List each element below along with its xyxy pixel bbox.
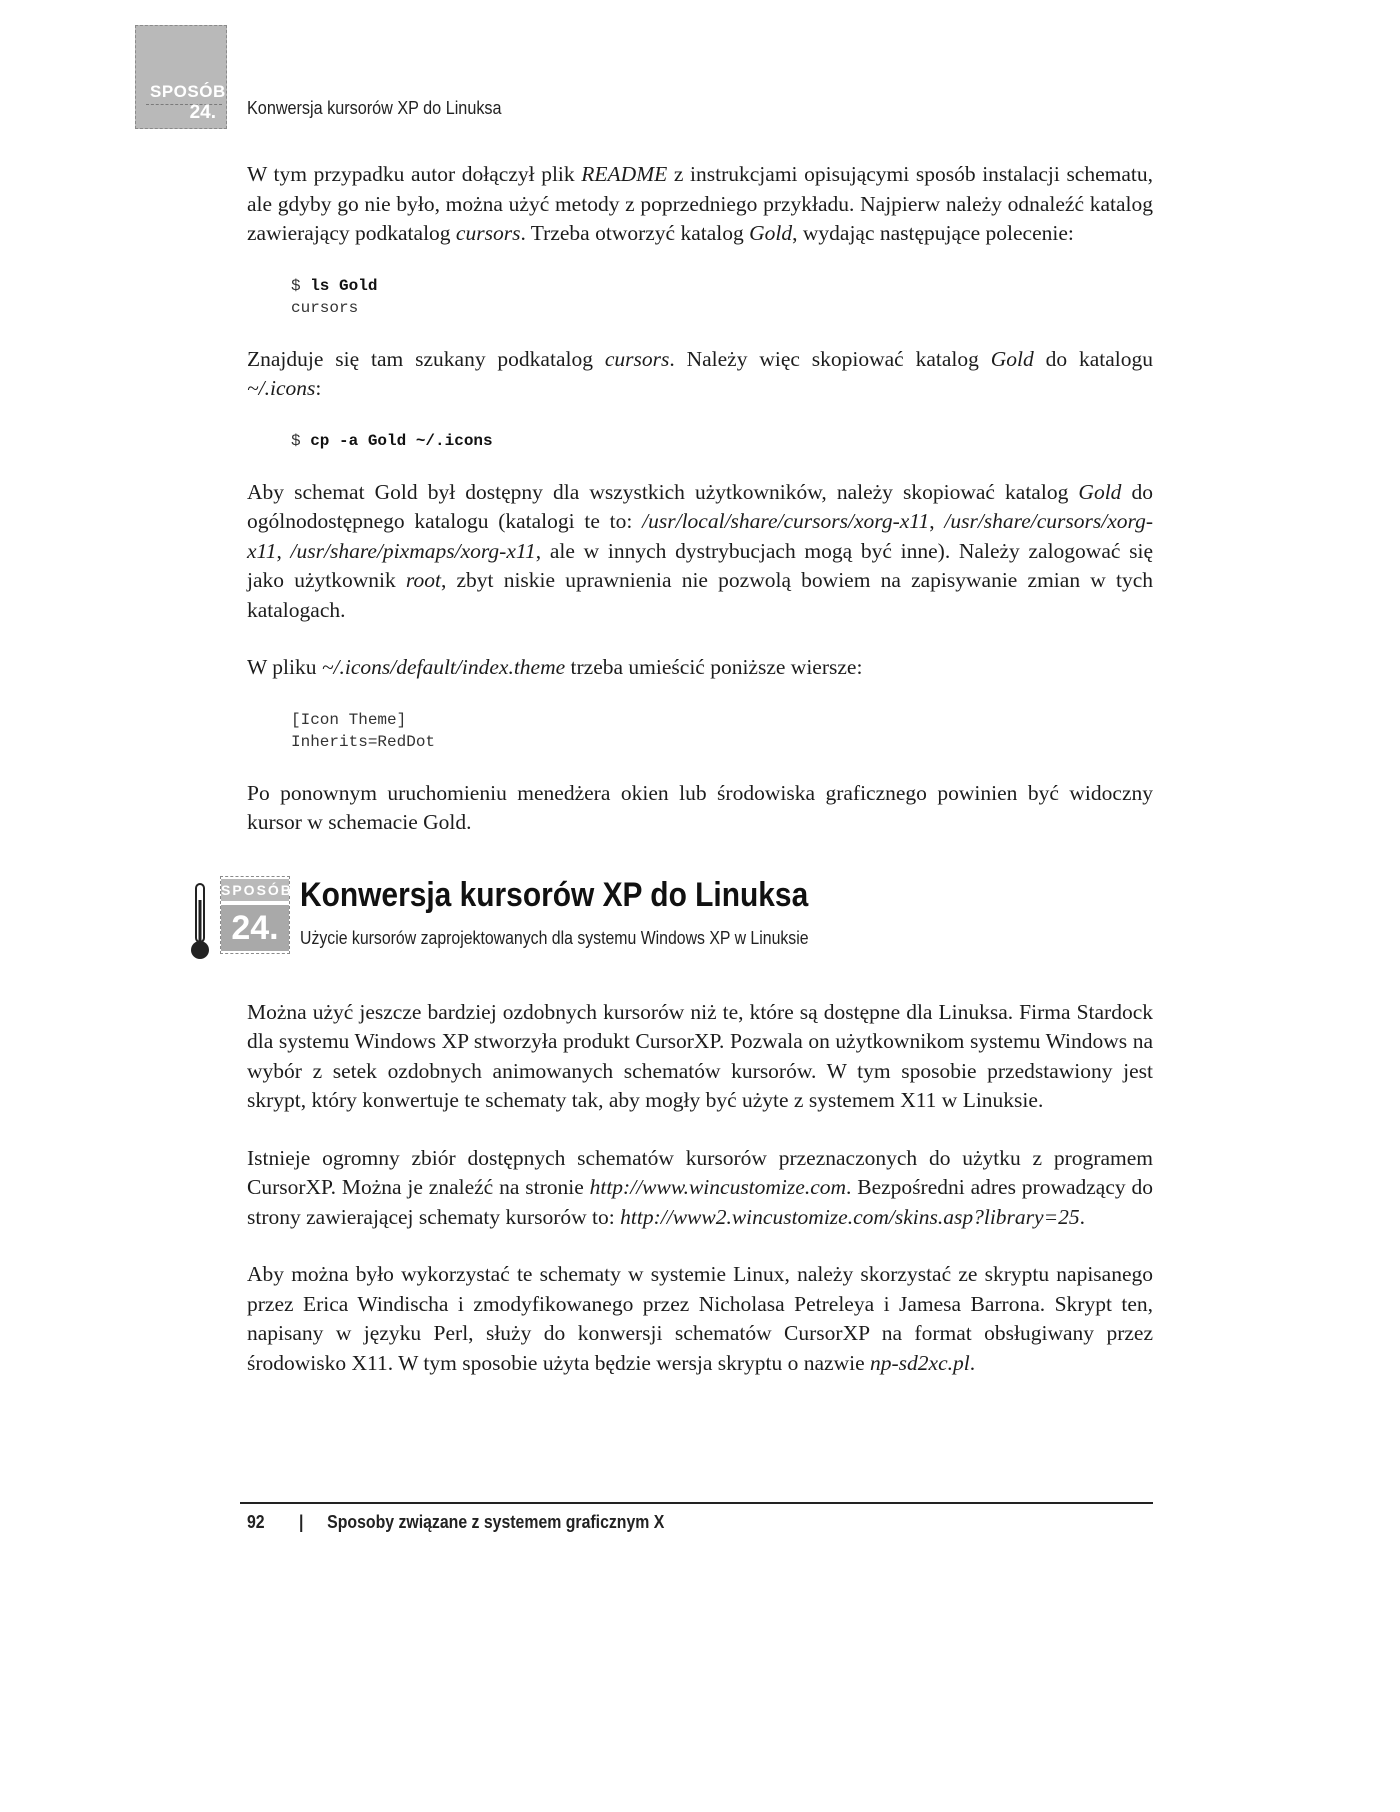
paragraph-5: Po ponownym uruchomieniu menedżera okien lub środowiska graficznego powinien być widoczny kursor w schemacie Gold. bbox=[247, 780, 1153, 834]
hack-badge-number: 24. bbox=[221, 905, 289, 951]
header-tab bbox=[135, 25, 227, 129]
paragraph-3: Aby schemat Gold był dostępny dla wszystkich użytkowników, należy skopiować katalog Gold do ogólnodostępnego katalogu (katalogi te to: /usr/local/share/cursors/xorg-x11, /usr/share/cursors/xorg-x11, /usr/share/pixmaps/xorg-x11, ale w innych dystrybucjach mogą być inne). Należy zalogować się jako użytkownik root, zbyt niskie uprawnienia nie pozwolą bowiem na zapisywanie zmian w tych katalogach. bbox=[247, 479, 1154, 622]
footer-rule bbox=[240, 1502, 1153, 1504]
chapter-title: Sposoby związane z systemem graficznym X bbox=[327, 1512, 665, 1532]
code-line: Inherits=RedDot bbox=[291, 732, 436, 751]
paragraph-1: W tym przypadku autor dołączył plik README z instrukcjami opisującymi sposób instalacji schematu, ale gdyby go nie było, można użyć metody z poprzedniego przykładu. Najpierw należy odnaleźć katalog zawierający podkatalog cursors. Trzeba otworzyć katalog Gold, wydając następujące polecenie: bbox=[247, 162, 1154, 245]
code-output: cursors bbox=[291, 298, 359, 317]
hack-heading bbox=[187, 872, 1153, 968]
code-line: $ cp -a Gold ~/.icons bbox=[291, 431, 493, 450]
code-block-3 bbox=[247, 709, 1153, 753]
paragraph-4: W pliku ~/.icons/default/index.theme trzeba umieścić poniższe wiersze: bbox=[247, 655, 863, 679]
code-line: $ ls Gold bbox=[291, 276, 378, 295]
code-block-2 bbox=[247, 430, 1153, 452]
header-tab-word: SPOSÓB bbox=[150, 82, 226, 101]
footer-separator: | bbox=[298, 1512, 304, 1532]
paragraph-8: Aby można było wykorzystać te schematy w systemie Linux, należy skorzystać ze skryptu napisanego przez Erica Windischa i zmodyfikowanego przez Nicholasa Petreleya i Jamesa Barrona. Skrypt ten, napisany w języku Perl, służy do konwersji schematów CursorXP na format obsługiwany przez środowisko X11. W tym sposobie użyta będzie wersja skryptu o nazwie np-sd2xc.pl. bbox=[247, 1262, 1153, 1375]
page-number: 92 bbox=[247, 1512, 265, 1532]
hack-badge bbox=[220, 876, 293, 954]
header-tab-number: 24. bbox=[189, 102, 216, 123]
running-head: Konwersja kursorów XP do Linuksa bbox=[247, 98, 502, 118]
code-line: [Icon Theme] bbox=[291, 710, 407, 729]
page-content bbox=[221, 160, 1154, 1378]
paragraph-6: Można użyć jeszcze bardziej ozdobnych kursorów niż te, które są dostępne dla Linuksa. Firma Stardock dla systemu Windows XP stworzyła produkt CursorXP. Pozwala on użytkownikom systemu Windows na wybór z setek ozdobnych animowanych schematów kursorów. W tym sposobie przedstawiony jest skrypt, który konwertuje te schematy tak, aby mogły być użyte z systemem X11 w Linuksie. bbox=[247, 999, 1153, 1112]
page-footer bbox=[247, 1512, 664, 1533]
code-block-1 bbox=[247, 275, 1153, 319]
paragraph-2: Znajduje się tam szukany podkatalog cursors. Należy więc skopiować katalog Gold do katalogu ~/.icons: bbox=[247, 346, 1153, 400]
thermometer-icon bbox=[187, 882, 213, 962]
hack-badge-word: SPOSÓB bbox=[221, 879, 289, 901]
paragraph-7: Istnieje ogromny zbiór dostępnych schematów kursorów przeznaczonych do użytku z programem CursorXP. Można je znaleźć na stronie http://www.wincustomize.com. Bezpośredni adres prowadzący do strony zawierającej schematy kursorów to: http://www2.wincustomize.com/skins.asp?library=25. bbox=[247, 1145, 1153, 1229]
hack-title: Konwersja kursorów XP do Linuksa bbox=[300, 875, 809, 914]
hack-subtitle: Użycie kursorów zaprojektowanych dla systemu Windows XP w Linuksie bbox=[300, 927, 809, 948]
